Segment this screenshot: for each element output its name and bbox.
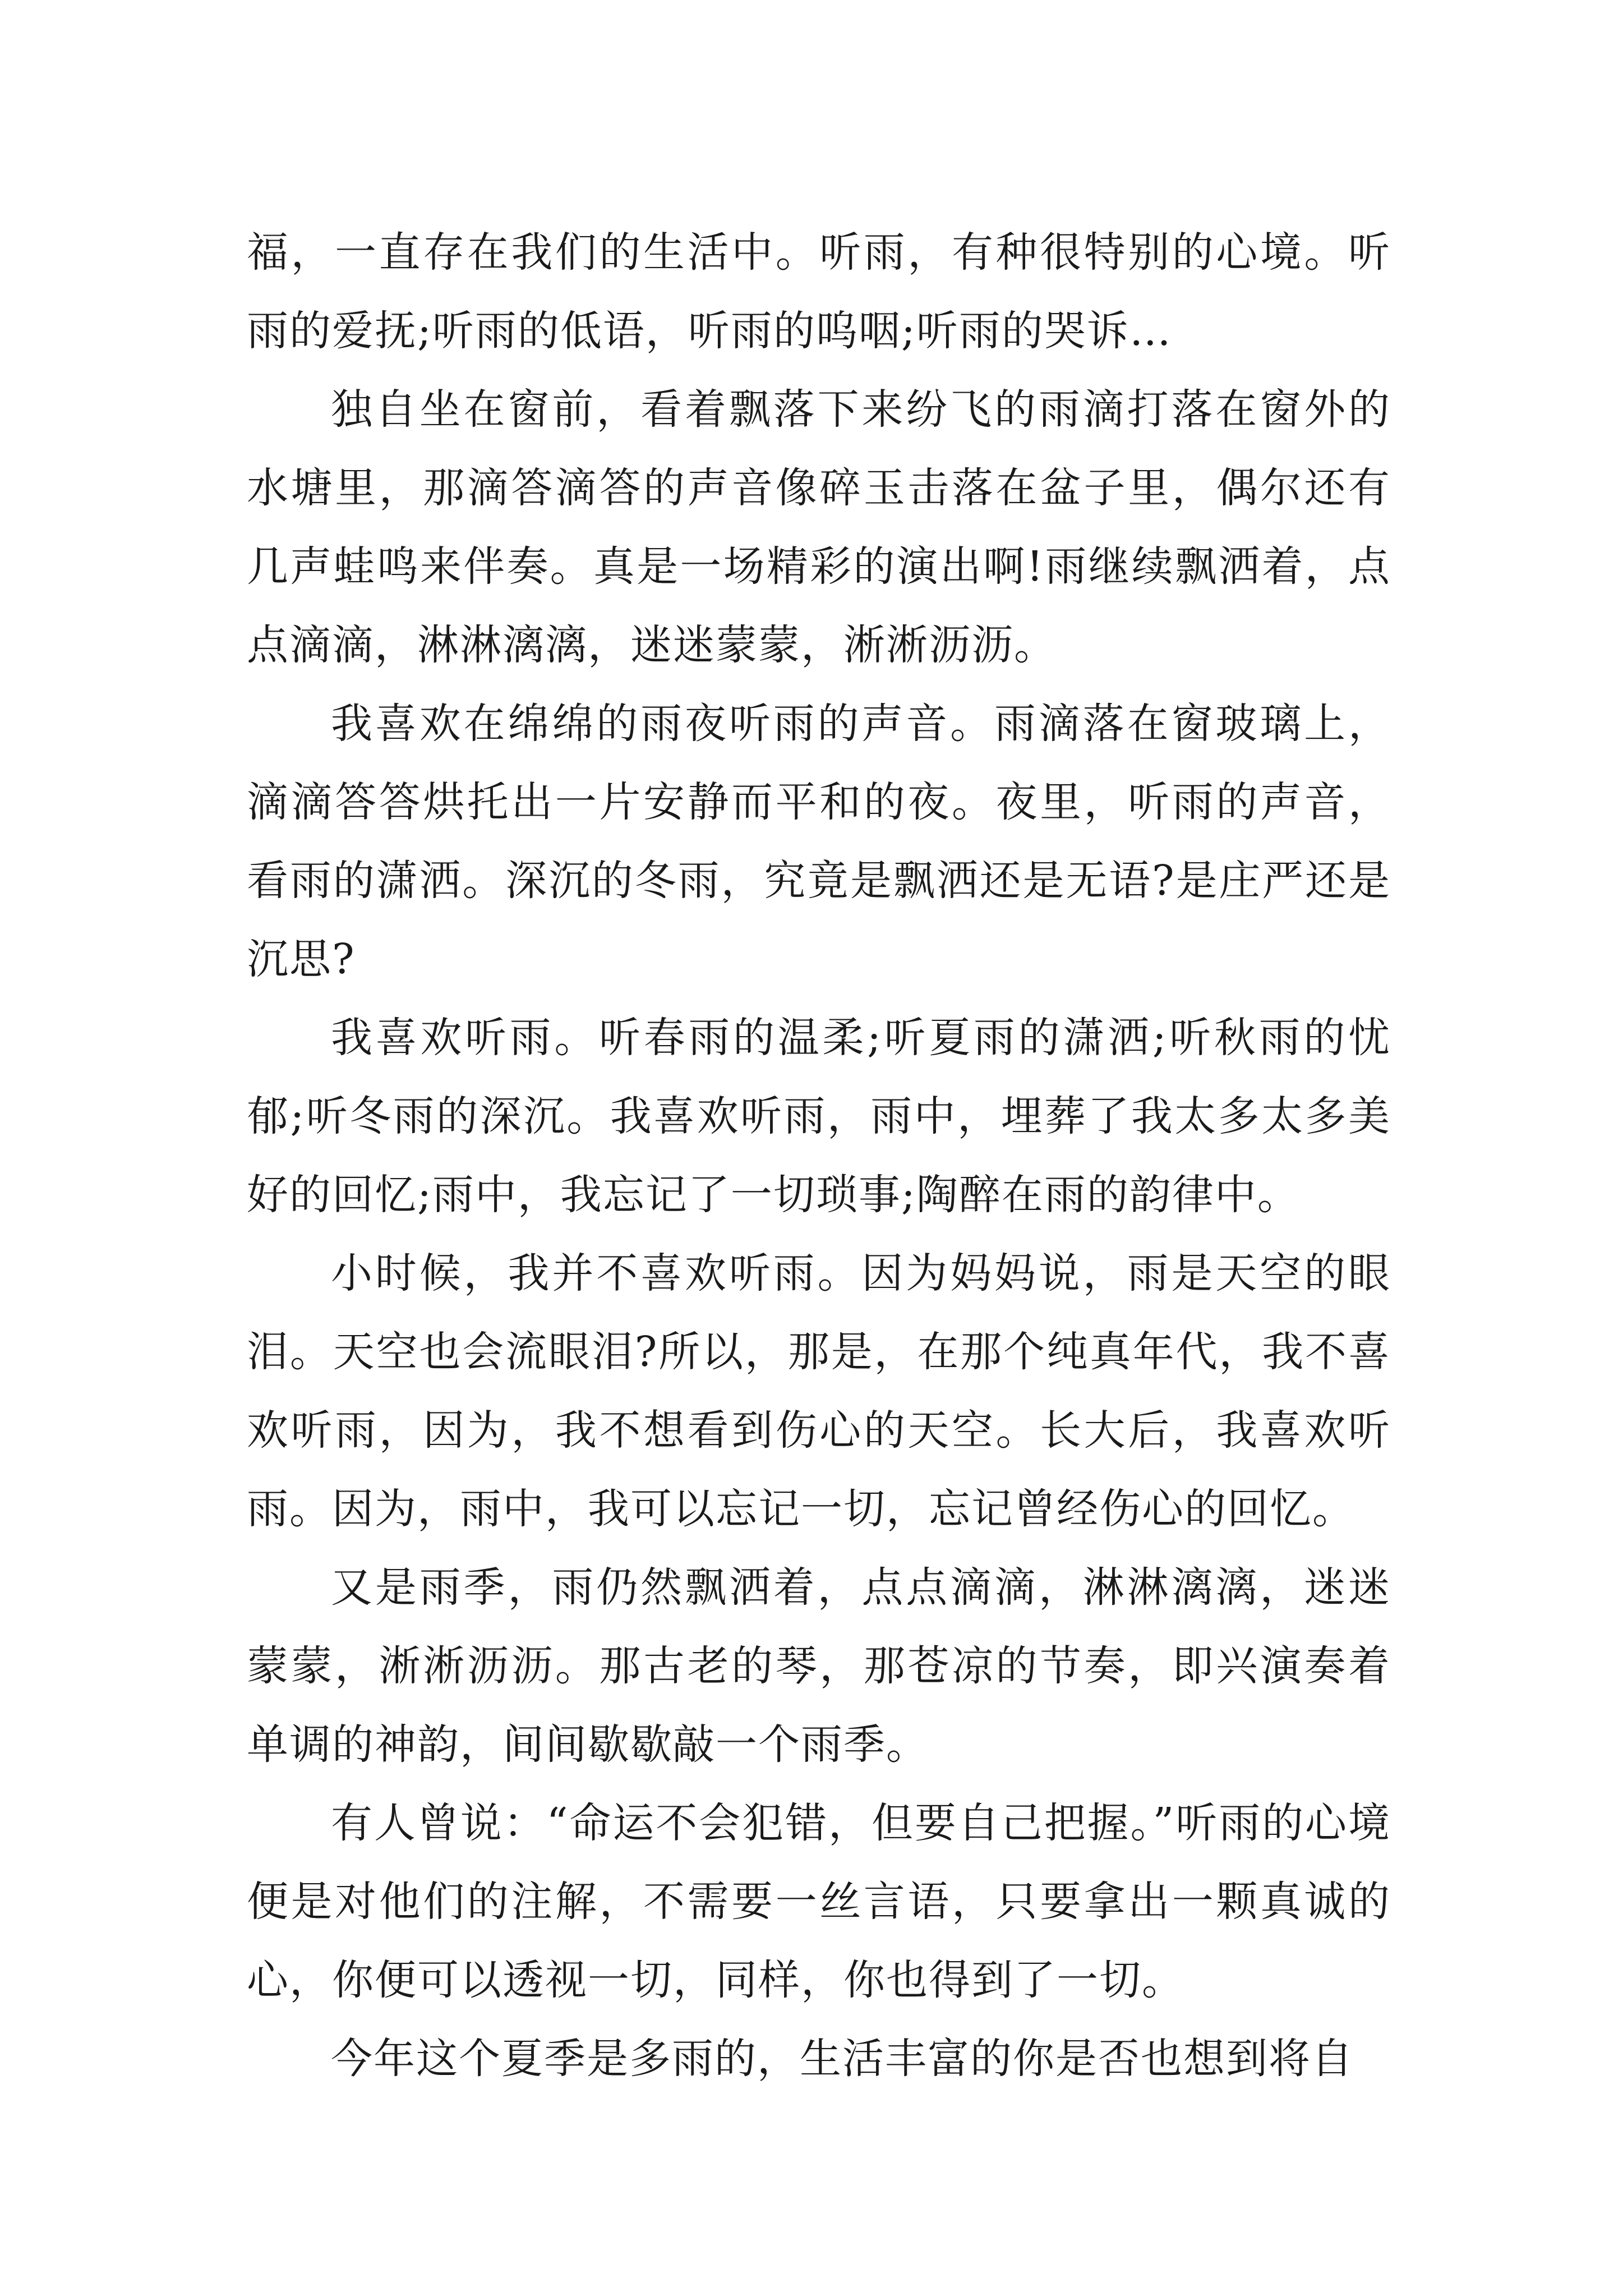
- paragraph-8: 今年这个夏季是多雨的，生活丰富的你是否也想到将自: [331, 2035, 1354, 2083]
- paragraph-4: 我喜欢听雨。听春雨的温柔;听夏雨的潇洒;听秋雨的忧郁;听冬雨的深沉。我喜欢听雨，雨中，埋葬了我太多太多美好的回忆;雨中，我忘记了一切琐事;陶醉在雨的韵律中。: [247, 1014, 1391, 1219]
- paragraph-7: 有人曾说：“命运不会犯错，但要自己把握。”听雨的心境便是对他们的注解，不需要一丝言语，只要拿出一颗真诚的心，你便可以透视一切，同样，你也得到了一切。: [247, 1799, 1391, 2004]
- paragraph-2: 独自坐在窗前，看着飘落下来纷飞的雨滴打落在窗外的水塘里，那滴答滴答的声音像碎玉击落在盆子里，偶尔还有几声蛙鸣来伴奏。真是一场精彩的演出啊!雨继续飘洒着，点点滴滴，淋淋漓漓，迷迷蒙蒙，淅淅沥沥。: [247, 385, 1391, 669]
- paragraph-1: 福，一直存在我们的生活中。听雨，有种很特别的心境。听雨的爱抚;听雨的低语，听雨的呜咽;听雨的哭诉…: [247, 228, 1391, 355]
- paragraph-5: 小时候，我并不喜欢听雨。因为妈妈说，雨是天空的眼泪。天空也会流眼泪?所以，那是，在那个纯真年代，我不喜欢听雨，因为，我不想看到伤心的天空。长大后，我喜欢听雨。因为，雨中，我可以忘记一切，忘记曾经伤心的回忆。: [247, 1249, 1391, 1533]
- paragraph-6: 又是雨季，雨仍然飘洒着，点点滴滴，淋淋漓漓，迷迷蒙蒙，淅淅沥沥。那古老的琴，那苍凉的节奏，即兴演奏着单调的神韵，间间歇歇敲一个雨季。: [247, 1563, 1391, 1769]
- paragraph-3: 我喜欢在绵绵的雨夜听雨的声音。雨滴落在窗玻璃上，滴滴答答烘托出一片安静而平和的夜。夜里，听雨的声音，看雨的潇洒。深沉的冬雨，究竟是飘洒还是无语?是庄严还是沉思?: [247, 700, 1391, 983]
- article-body: [247, 213, 1391, 2098]
